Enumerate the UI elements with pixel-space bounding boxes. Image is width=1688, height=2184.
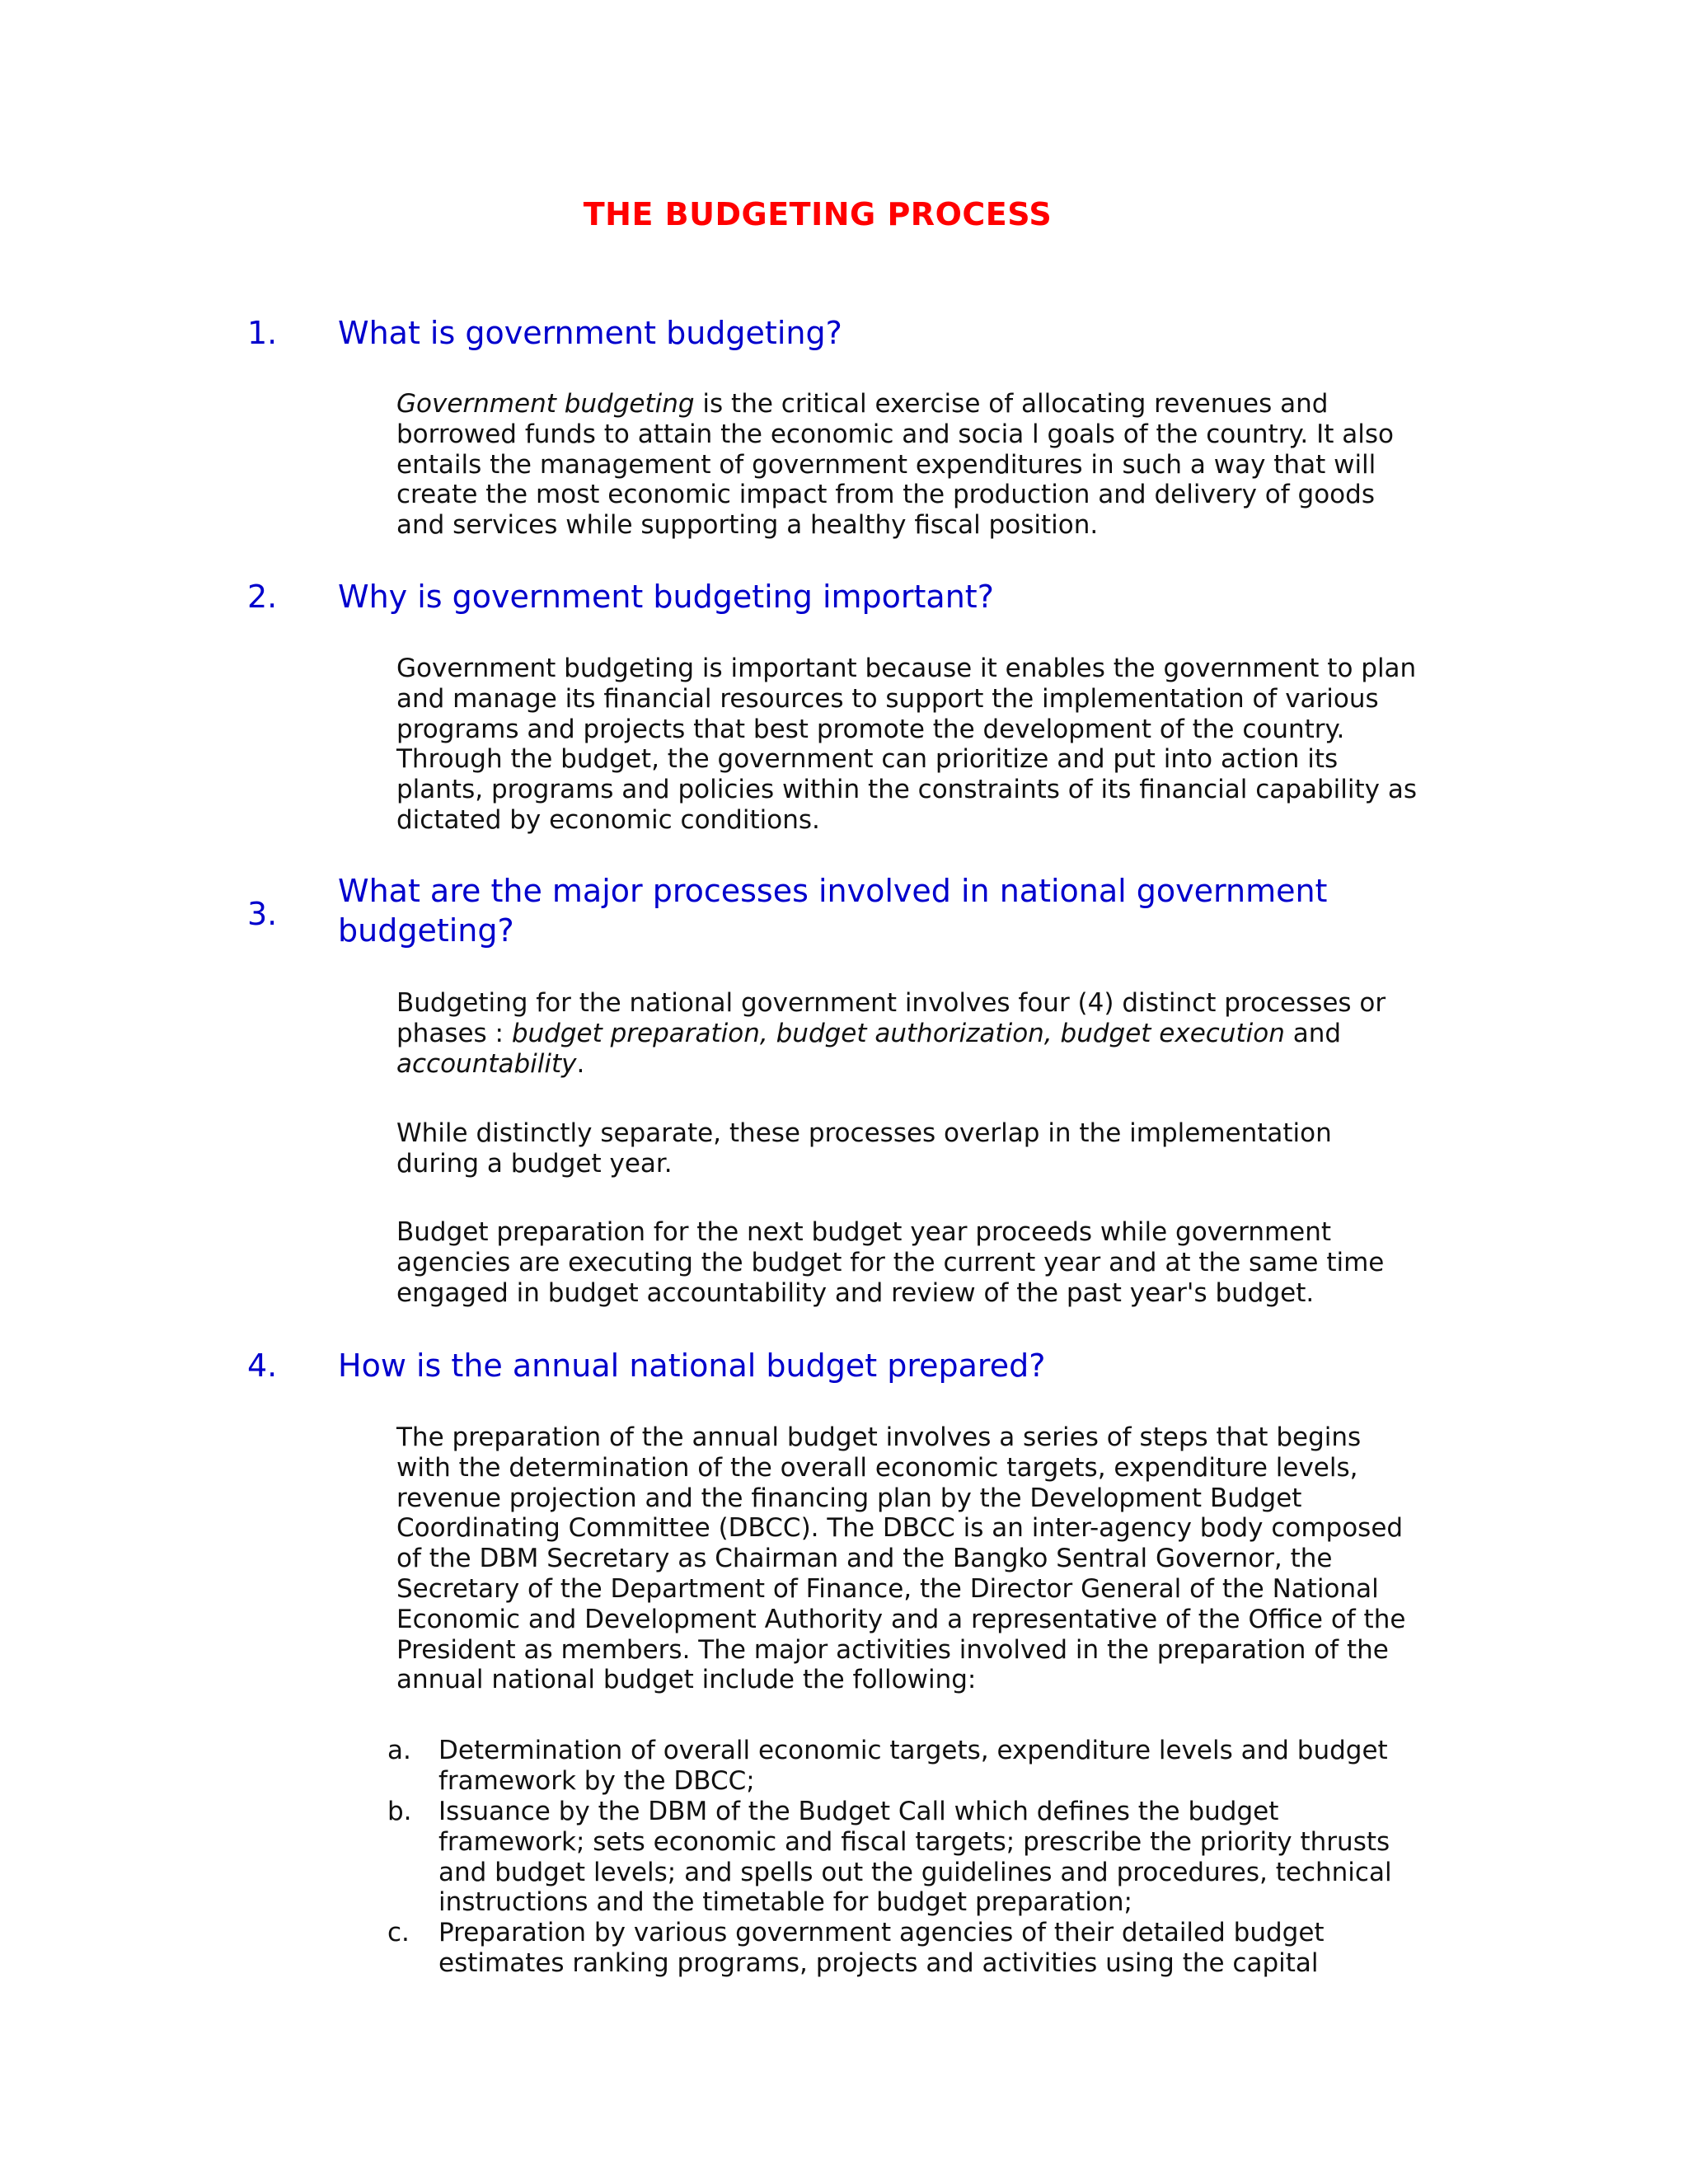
section-3-number: 3. [247,896,278,932]
section-3-paragraph-1 [396,988,1418,1079]
section-3-paragraph-3: Budget preparation for the next budget year proceeds while government agencies are executing the budget for the current year and at the same time engaged in budget accountability and review of the past year's budget. [396,1217,1385,1308]
section-4-number: 4. [247,1347,278,1384]
section-3-paragraph-2: While distinctly separate, these processes overlap in the implementation during a budget year. [396,1118,1332,1179]
section-3-accountability: accountability [396,1048,577,1079]
section-1-question: What is government budgeting? [338,315,842,351]
section-2-paragraph: Government budgeting is important because it enables the government to plan and manage its financial resources to support the implementation of various programs and projects that best promote the development of the country. Through the budget, the government can prioritize and put into action its plants, programs and policies within the constraints of its financial capability as dictated by economic conditions. [396,654,1417,835]
document-title: THE BUDGETING PROCESS [583,196,1053,232]
section-4-paragraph: The preparation of the annual budget involves a series of steps that begins with the determination of the overall economic targets, expenditure levels, revenue projection and the financing plan by the Development Budget Coordinating Committee (DBCC). The DBCC is an inter-agency body composed of the DBM Secretary as Chairman and the Bangko Sentral Governor, the Secretary of the Department of Finance, the Director General of the National Economic and Development Authority and a representative of the Office of the President as members. The major activities involved in the preparation of the annual national budget include the following: [396,1422,1406,1695]
section-1-term: Government budgeting [396,389,695,419]
section-3-text-a: Budgeting for the national government involves four (4) distinct processes or phases : [396,988,1386,1048]
section-3-question: What are the major processes involved in national government budgeting? [338,873,1328,949]
section-2-number: 2. [247,579,278,615]
list-item-text: Issuance by the DBM of the Budget Call which defines the budget framework; sets economic and fiscal targets; prescribe the priority thrusts and budget levels; and spells out the guidelines and procedures, technical instructions and the timetable for budget preparation; [438,1797,1392,1918]
list-item-marker: a. [387,1736,411,1765]
section-4-question: How is the annual national budget prepared? [338,1347,1046,1384]
section-3-text-c: . [576,1048,585,1079]
list-item-text: Determination of overall economic targets, expenditure levels and budget framework by the DBCC; [438,1736,1388,1796]
section-1-paragraph [396,389,1418,541]
list-item-text: Preparation by various government agencies of their detailed budget estimates ranking programs, projects and activities using the capital [438,1918,1325,1978]
section-2-question: Why is government budgeting important? [338,579,994,615]
section-1-text: is the critical exercise of allocating revenues and borrowed funds to attain the economic and socia l goals of the country. It also entails the management of government expenditures in such a way that will create the most economic impact from the production and delivery of goods and services while supporting a healthy fiscal position. [396,389,1394,541]
list-item-marker: b. [387,1797,412,1826]
list-item-marker: c. [387,1918,410,1947]
section-3-phases: budget preparation, budget authorization, budget execution [511,1018,1285,1048]
section-1-number: 1. [247,315,278,351]
section-3-text-b: and [1284,1018,1342,1048]
